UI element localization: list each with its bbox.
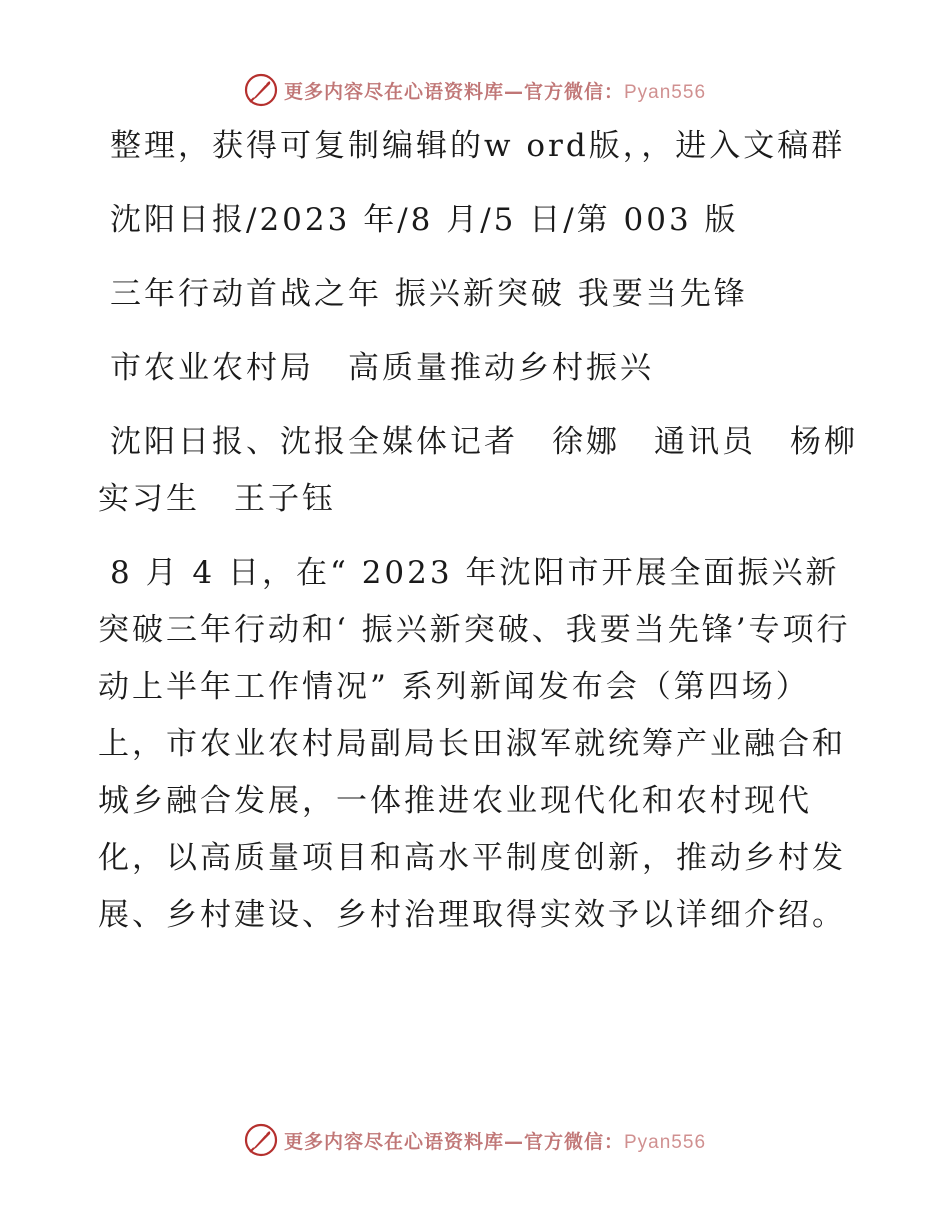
header-watermark	[0, 70, 950, 110]
watermark-id: Pyan556	[624, 1131, 707, 1153]
footer-watermark	[0, 1120, 950, 1160]
watermark-text: 更多内容尽在心语资料库—官方微信：	[283, 80, 624, 103]
paragraph-byline: 沈阳日报、沈报全媒体记者 徐娜 通讯员 杨柳 实习生 王子钰	[98, 424, 892, 517]
feather-pen-logo-icon	[244, 73, 278, 107]
watermark-id: Pyan556	[624, 81, 707, 103]
watermark-text: 更多内容尽在心语资料库—官方微信：	[283, 1130, 624, 1153]
paragraph-source-line: 沈阳日报/2023 年/8 月/5 日/第 003 版	[110, 202, 739, 238]
paragraph-column-title: 三年行动首战之年 振兴新突破 我要当先锋	[110, 276, 748, 312]
paragraph-body: 8 月 4 日，在“ 2023 年沈阳市开展全面振兴新突破三年行动和‘ 振兴新突破、我要当先锋’专项行动上半年工作情况” 系列新闻发布会（第四场）上，市农业农村局副局长田淑军就统筹产业融合和城乡融合发展，一体推进农业现代化和农村现代化，以高质量项目和高水平制度创新，推动乡村发展、乡村建设、乡村治理取得实效予以详细介绍。	[98, 555, 851, 933]
feather-pen-logo-icon	[244, 1123, 278, 1157]
paragraph-headline: 市农业农村局 高质量推动乡村振兴	[110, 350, 654, 386]
paragraph-intro-note: 整理，获得可复制编辑的w ord版，，进入文稿群	[110, 128, 846, 164]
document-body	[98, 118, 892, 944]
